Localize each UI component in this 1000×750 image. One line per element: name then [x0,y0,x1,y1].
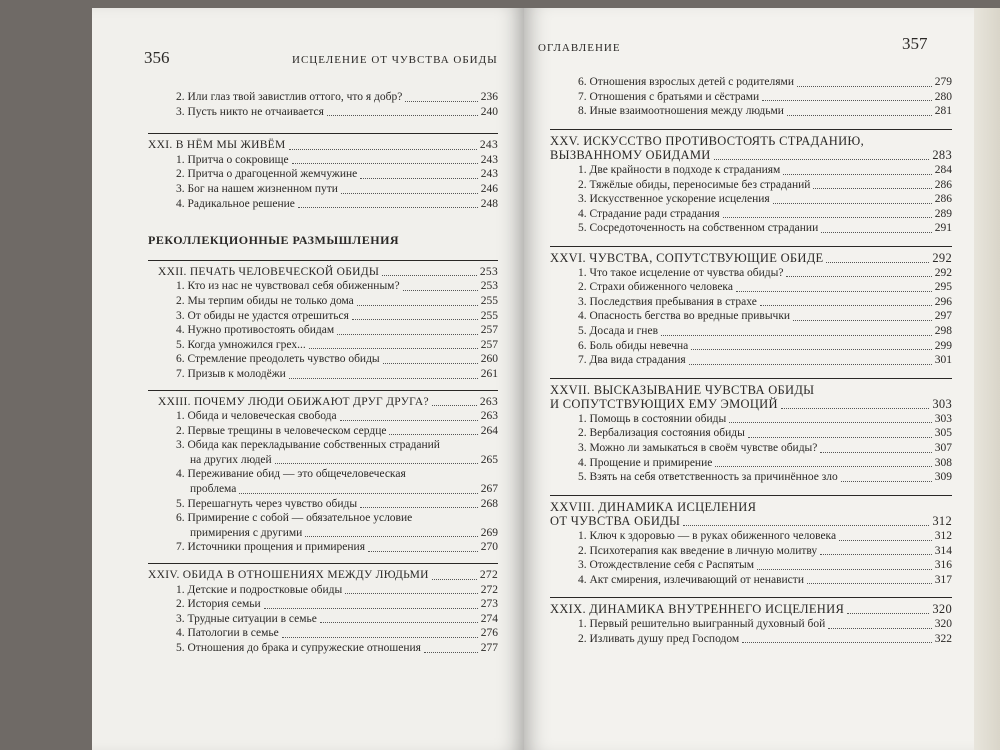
toc-entry[interactable]: 1. Две крайности в подходе к страданиям 284 [578,163,952,176]
toc-entry[interactable]: 4. Радикальное решение 248 [176,197,498,210]
toc-entry[interactable]: 2. Психотерапия как введение в личную молитву 314 [578,544,952,557]
page-edges [974,8,1000,750]
chapter-heading[interactable]: XXV. ИСКУССТВО ПРОТИВОСТОЯТЬ СТРАДАНИЮ, ВЫЗВАННОМУ ОБИДАМИ 283 [550,129,952,163]
toc-entry[interactable]: 5. Досада и гнев 298 [578,324,952,337]
toc-entry[interactable]: 4. Акт смирения, излечивающий от ненависти 317 [578,573,952,586]
toc-entry[interactable]: 1. Притча о сокровище 243 [176,153,498,166]
toc-entry[interactable]: 5. Сосредоточенность на собственном страдании 291 [578,222,952,235]
toc-entry[interactable]: 3. Можно ли замыкаться в своём чувстве обиды? 307 [578,442,952,455]
section-title: РЕКОЛЛЕКЦИОННЫЕ РАЗМЫШЛЕНИЯ [148,233,400,248]
toc-entry[interactable]: 3. Трудные ситуации в семье 274 [176,612,498,625]
toc-entry[interactable]: 6. Отношения взрослых детей с родителями 279 [578,76,952,88]
toc-entry[interactable]: 6. Боль обиды невечна 299 [578,339,952,352]
toc-entry[interactable]: 2. Страхи обиженного человека 295 [578,281,952,294]
toc-entry[interactable]: 4. Нужно противостоять обидам 257 [176,324,498,337]
toc-entry[interactable]: 1. Что такое исцеление от чувства обиды? 292 [578,266,952,279]
left-toc [148,90,498,656]
chapter-heading[interactable]: XXIV. ОБИДА В ОТНОШЕНИЯХ МЕЖДУ ЛЮДЬМИ 272 [148,563,498,583]
toc-entry[interactable]: 4. Патологии в семье 276 [176,627,498,640]
toc-entry[interactable]: 7. Два вида страдания 301 [578,354,952,367]
chapter-heading[interactable]: XXIX. ДИНАМИКА ВНУТРЕННЕГО ИСЦЕЛЕНИЯ 320 [550,597,952,617]
toc-entry[interactable]: 3. Пусть никто не отчаивается 240 [176,105,498,118]
toc-entry[interactable]: 2. История семьи 273 [176,598,498,611]
toc-entry[interactable]: 2. Первые трещины в человеческом сердце 264 [176,424,498,437]
toc-entry[interactable]: 5. Отношения до брака и супружеские отношения 277 [176,642,498,654]
toc-entry[interactable]: 2. Изливать душу пред Господом 322 [578,632,952,645]
toc-entry[interactable]: 4. Опасность бегства во вредные привычки 297 [578,310,952,323]
toc-entry[interactable]: 2. Вербализация состояния обиды 305 [578,427,952,440]
toc-entry[interactable]: 5. Перешагнуть через чувство обиды 268 [176,497,498,510]
toc-entry[interactable]: 7. Отношения с братьями и сёстрами 280 [578,90,952,103]
left-running-head: ИСЦЕЛЕНИЕ ОТ ЧУВСТВА ОБИДЫ [292,54,498,66]
toc-entry[interactable]: 3. От обиды не удастся отрешиться 255 [176,309,498,322]
toc-entry[interactable]: 3. Бог на нашем жизненном пути 246 [176,182,498,195]
toc-entry[interactable]: 2. Или глаз твой завистлив оттого, что я добр? 236 [176,91,498,103]
chapter-heading[interactable]: XXII. ПЕЧАТЬ ЧЕЛОВЕЧЕСКОЙ ОБИДЫ 253 [148,260,498,280]
toc-entry[interactable]: 1. Обида и человеческая свобода 263 [176,410,498,423]
chapter-heading[interactable]: XXVI. ЧУВСТВА, СОПУТСТВУЮЩИЕ ОБИДЕ 292 [550,246,952,266]
toc-entry[interactable]: 7. Призыв к молодёжи 261 [176,367,498,380]
left-page [92,8,524,750]
chapter-heading[interactable]: XXVII. ВЫСКАЗЫВАНИЕ ЧУВСТВА ОБИДЫ И СОПУТСТВУЮЩИХ ЕМУ ЭМОЦИЙ 303 [550,378,952,412]
toc-entry[interactable]: 6. Примирение с собой — обязательное условие примирения с другими 269 [176,512,498,539]
toc-entry[interactable]: 4. Страдание ради страдания 289 [578,207,952,220]
chapter-heading[interactable]: XXVIII. ДИНАМИКА ИСЦЕЛЕНИЯ ОТ ЧУВСТВА ОБИДЫ 312 [550,495,952,529]
left-page-number: 356 [144,48,170,67]
toc-entry[interactable]: 4. Прощение и примирение 308 [578,456,952,469]
toc-entry[interactable]: 4. Переживание обид — это общечеловеческая проблема 267 [176,468,498,496]
right-page [524,8,974,750]
toc-entry[interactable]: 2. Тяжёлые обиды, переносимые без страданий 286 [578,178,952,191]
toc-entry[interactable]: 8. Иные взаимоотношения между людьми 281 [578,105,952,118]
toc-entry[interactable]: 2. Мы терпим обиды не только дома 255 [176,294,498,307]
toc-entry[interactable]: 7. Источники прощения и примирения 270 [176,541,498,554]
right-page-number: 357 [902,34,928,53]
toc-entry[interactable]: 3. Обида как перекладывание собственных страданий на других людей 265 [176,439,498,466]
toc-entry[interactable]: 1. Первый решительно выигранный духовный бой 320 [578,618,952,630]
chapter-heading[interactable]: XXI. В НЁМ МЫ ЖИВЁМ 243 [148,133,498,153]
toc-entry[interactable]: 3. Отождествление себя с Распятым 316 [578,559,952,572]
toc-entry[interactable]: 1. Детские и подростковые обиды 272 [176,583,498,596]
chapter-heading[interactable]: XXIII. ПОЧЕМУ ЛЮДИ ОБИЖАЮТ ДРУГ ДРУГА? 263 [148,390,498,410]
right-running-head: ОГЛАВЛЕНИЕ [538,42,621,54]
toc-entry[interactable]: 1. Помощь в состоянии обиды 303 [578,412,952,425]
toc-entry[interactable]: 6. Стремление преодолеть чувство обиды 260 [176,353,498,366]
toc-entry[interactable]: 3. Искусственное ускорение исцеления 286 [578,193,952,206]
toc-entry[interactable]: 2. Притча о драгоценной жемчужине 243 [176,168,498,181]
toc-entry[interactable]: 1. Кто из нас не чувствовал себя обиженным? 253 [176,280,498,293]
toc-entry[interactable]: 1. Ключ к здоровью — в руках обиженного человека 312 [578,530,952,543]
toc-entry[interactable]: 5. Когда умножился грех... 257 [176,338,498,351]
toc-entry[interactable]: 3. Последствия пребывания в страхе 296 [578,295,952,308]
right-toc [550,75,952,646]
toc-entry[interactable]: 5. Взять на себя ответственность за причинённое зло 309 [578,471,952,484]
